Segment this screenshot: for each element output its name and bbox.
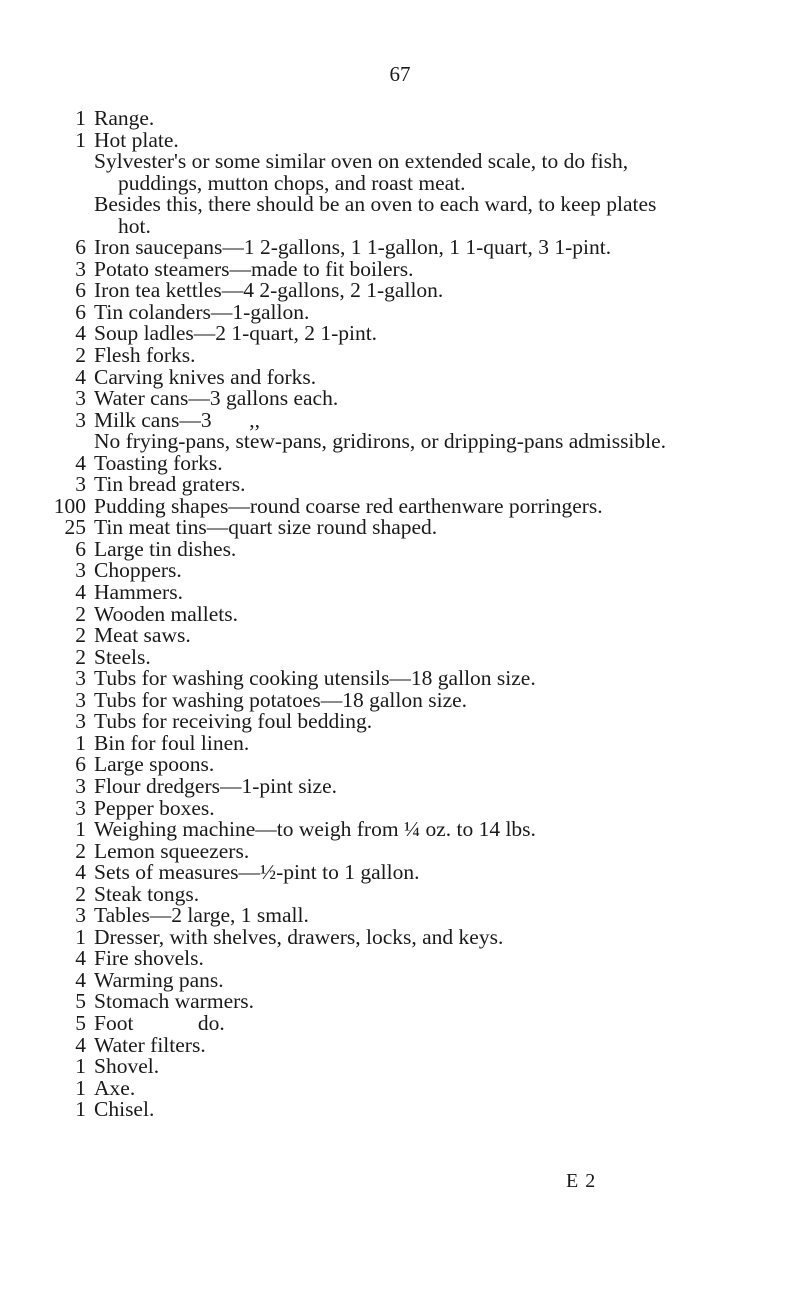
list-item [40, 924, 680, 949]
item-description: Toasting forks. [94, 450, 223, 475]
item-quantity: 3 [75, 407, 86, 432]
item-description: Lemon squeezers. [94, 838, 250, 863]
item-description: Chisel. [94, 1097, 155, 1122]
list-item [40, 108, 680, 130]
item-quantity: 1 [75, 1054, 86, 1079]
list-item [40, 280, 680, 302]
item-description: Large spoons. [94, 752, 215, 777]
list-item [40, 687, 680, 712]
item-quantity: 3 [75, 795, 86, 820]
list-item [40, 388, 680, 410]
item-description: Shovel. [94, 1054, 160, 1079]
item-quantity: 3 [75, 558, 86, 583]
list-item [40, 1032, 680, 1057]
item-quantity: 4 [75, 946, 86, 971]
item-quantity: 100 [53, 493, 86, 518]
list-item [40, 795, 680, 820]
item-quantity: 5 [75, 1010, 86, 1035]
item-description: Water cans—3 gallons each. [94, 386, 339, 411]
item-description: Bin for foul linen. [94, 730, 250, 755]
list-item [40, 256, 680, 281]
signature-mark: E 2 [566, 1170, 597, 1192]
list-item [40, 151, 680, 194]
list-item [40, 493, 680, 518]
list-item [40, 299, 680, 324]
item-description: Sets of measures—½-pint to 1 gallon. [94, 860, 420, 885]
list-item [40, 1075, 680, 1100]
item-quantity: 1 [75, 1075, 86, 1100]
list-item [40, 323, 680, 345]
item-quantity: 1 [75, 817, 86, 842]
list-item [40, 560, 680, 582]
item-quantity: 25 [64, 515, 86, 540]
list-item [40, 838, 680, 863]
item-quantity: 6 [75, 536, 86, 561]
item-description: Water filters. [94, 1032, 206, 1057]
item-quantity: 3 [75, 256, 86, 281]
item-quantity: 4 [75, 364, 86, 389]
item-description: Pepper boxes. [94, 795, 215, 820]
item-quantity: 6 [75, 299, 86, 324]
item-description: Weighing machine—to weigh from ¼ oz. to 14 lbs. [94, 817, 536, 842]
item-description: Fire shovels. [94, 946, 204, 971]
item-description: Tables—2 large, 1 small. [94, 903, 309, 928]
item-quantity: 1 [75, 106, 86, 130]
item-description: Tin meat tins—quart size round shaped. [94, 515, 438, 540]
list-item [40, 991, 680, 1013]
item-quantity: 2 [75, 623, 86, 648]
item-description: Steak tongs. [94, 881, 200, 906]
list-item [40, 237, 680, 259]
list-item [40, 644, 680, 669]
item-description: Tubs for washing cooking utensils—18 gallon size. [94, 666, 536, 691]
item-quantity: 4 [75, 1032, 86, 1057]
item-quantity: 2 [75, 644, 86, 669]
item-description: Tin bread graters. [94, 472, 246, 497]
item-quantity: 3 [75, 687, 86, 712]
item-quantity: 4 [75, 967, 86, 992]
item-quantity: 6 [75, 235, 86, 260]
item-quantity: 5 [75, 989, 86, 1014]
list-item [40, 1099, 680, 1121]
list-item [40, 1056, 680, 1078]
list-item [40, 345, 680, 367]
list-item [40, 819, 680, 841]
item-description: Axe. [94, 1075, 136, 1100]
list-item [40, 450, 680, 475]
item-quantity: 3 [75, 472, 86, 497]
item-description: Sylvester's or some similar oven on extended scale, to do fish, puddings, mutton chops, and roast meat. [94, 149, 634, 195]
list-item [40, 905, 680, 927]
list-item [40, 474, 680, 496]
item-description: Besides this, there should be an oven to each ward, to keep plates hot. [94, 192, 662, 238]
list-item [40, 730, 680, 755]
item-quantity: 3 [75, 709, 86, 734]
item-quantity: 4 [75, 580, 86, 605]
list-item [40, 862, 680, 884]
item-quantity: 1 [75, 924, 86, 949]
list-item [40, 967, 680, 992]
list-item [40, 582, 680, 604]
list-item [40, 1010, 680, 1035]
list-item [40, 711, 680, 733]
item-quantity: 1 [75, 730, 86, 755]
item-description: Carving knives and forks. [94, 364, 317, 389]
list-item [40, 431, 680, 453]
list-item [40, 194, 680, 237]
item-description: Range. [94, 106, 155, 130]
item-quantity: 2 [75, 838, 86, 863]
list-item [40, 601, 680, 626]
item-quantity: 4 [75, 450, 86, 475]
item-description: Tin colanders—1-gallon. [94, 299, 310, 324]
list-item [40, 536, 680, 561]
item-quantity: 3 [75, 773, 86, 798]
item-description: Iron tea kettles—4 2-gallons, 2 1-gallon. [94, 278, 444, 303]
item-quantity: 3 [75, 903, 86, 928]
page-number: 67 [389, 62, 411, 86]
item-description: Iron saucepans—1 2-gallons, 1 1-gallon, 1 1-quart, 3 1-pint. [94, 235, 612, 260]
item-description: Flesh forks. [94, 343, 196, 368]
item-description: Meat saws. [94, 623, 191, 648]
list-item [40, 127, 680, 152]
list-item [40, 407, 680, 432]
equipment-list [40, 108, 680, 1121]
item-description: No frying-pans, stew-pans, gridirons, or dripping-pans admissible. [94, 429, 667, 454]
item-description: Flour dredgers—1-pint size. [94, 773, 338, 798]
list-item [40, 773, 680, 798]
item-quantity: 2 [75, 343, 86, 368]
item-description: Foot do. [94, 1010, 225, 1035]
list-item [40, 625, 680, 647]
item-description: Hammers. [94, 580, 183, 605]
item-description: Pudding shapes—round coarse red earthenware porringers. [94, 493, 603, 518]
item-quantity: 4 [75, 321, 86, 346]
item-description: Tubs for washing potatoes—18 gallon size. [94, 687, 468, 712]
item-quantity: 1 [75, 1097, 86, 1122]
item-description: Milk cans—3 ,, [94, 407, 261, 432]
item-quantity: 3 [75, 666, 86, 691]
list-item [40, 948, 680, 970]
item-description: Stomach warmers. [94, 989, 255, 1014]
item-description: Warming pans. [94, 967, 224, 992]
item-quantity: 6 [75, 752, 86, 777]
item-description: Soup ladles—2 1-quart, 2 1-pint. [94, 321, 378, 346]
item-description: Large tin dishes. [94, 536, 237, 561]
list-item [40, 517, 680, 539]
item-description: Hot plate. [94, 127, 179, 152]
item-description: Steels. [94, 644, 151, 669]
item-description: Choppers. [94, 558, 182, 583]
list-item [40, 364, 680, 389]
item-description: Tubs for receiving foul bedding. [94, 709, 373, 734]
list-item [40, 881, 680, 906]
item-quantity: 2 [75, 881, 86, 906]
list-item [40, 668, 680, 690]
item-quantity: 3 [75, 386, 86, 411]
item-description: Wooden mallets. [94, 601, 238, 626]
list-item [40, 754, 680, 776]
item-quantity: 2 [75, 601, 86, 626]
item-quantity: 1 [75, 127, 86, 152]
item-description: Dresser, with shelves, drawers, locks, and keys. [94, 924, 504, 949]
item-quantity: 6 [75, 278, 86, 303]
item-quantity: 4 [75, 860, 86, 885]
item-description: Potato steamers—made to fit boilers. [94, 256, 414, 281]
